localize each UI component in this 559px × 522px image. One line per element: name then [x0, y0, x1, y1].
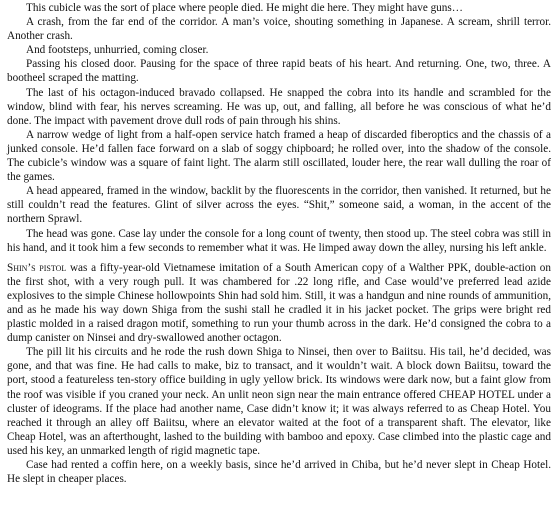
paragraph: The head was gone. Case lay under the console for a long count of twenty, then stood up. The steel cobra was still in his hand, and it took him a few seconds to remember what it was. He limped away down the alley, nursing his left ankle.: [7, 227, 551, 254]
paragraph: The last of his octagon-induced bravado collapsed. He snapped the cobra into its handle and scrambled for the window, blind with fear, his nerves screaming. He was up, out, and falling, all before he was conscious of what he’d done. The impact with pavement drove dull rods of pain through his shins.: [7, 86, 551, 127]
paragraph: This cubicle was the sort of place where people died. He might die here. They might have guns…: [26, 2, 463, 14]
section-lead-rest: was a fifty-year-old Vietnamese imitation of a South American copy of a Walther PPK, double-action on the first shot, with a very rough pull. It was chambered for .22 long rifle, and Case would’ve preferred lead azide explosives to the simple Chinese hollowpoints Shin had sold him. Still, it was a handgun and nine rounds of ammunition, and as he made his way down Shiga from the sushi stall he cradled it in his jacket pocket. The grips were bright red plastic molded in a raised dragon motif, something to run your thumb across in the dark. He’d consigned the cobra to a dump canister on Ninsei and dry-swallowed another octagon.: [7, 261, 551, 345]
paragraph: Passing his closed door. Pausing for the space of three rapid beats of his heart. And returning. One, two, three. A bootheel scraped the matting.: [7, 58, 551, 85]
section-lead-words: Shin’s pistol: [7, 261, 67, 274]
paragraph: A crash, from the far end of the corridor. A man’s voice, shouting something in Japanese. A scream, shrill terror. Another crash.: [7, 16, 551, 43]
paragraph: A narrow wedge of light from a half-open service hatch framed a heap of discarded fiberoptics and the chassis of a junked console. He’d fallen face forward on a slab of soggy chipboard; he rolled over, into the shadow of the console. The cubicle’s window was a square of faint light. The alarm still oscillated, louder here, the rear wall dulling the roar of the games.: [7, 128, 551, 184]
paragraph: A head appeared, framed in the window, backlit by the fluorescents in the corridor, then vanished. It returned, but he still couldn’t read the features. Glint of silver across the eyes. “Shit,” someone said, a woman, in the accent of the northern Sprawl.: [7, 185, 551, 226]
paragraph: Case had rented a coffin here, on a weekly basis, since he’d arrived in Chiba, but he’d never slept in Cheap Hotel. He slept in cheaper places.: [7, 459, 551, 486]
section-opening-paragraph: [7, 261, 551, 346]
paragraph: The pill lit his circuits and he rode the rush down Shiga to Ninsei, then over to Baiitsu. His tail, he’d decided, was gone, and that was fine. He had calls to make, biz to transact, and it wouldn’t wait. A block down Baiitsu, toward the port, stood a featureless ten-story office building in ugly yellow brick. Its windows were dark now, but a faint glow from the roof was visible if you craned your neck. An unlit neon sign near the main entrance offered CHEAP HOTEL under a cluster of ideograms. If the place had another name, Case didn’t know it; it was always referred to as Cheap Hotel. You reached it through an alley off Baiitsu, where an elevator waited at the foot of a transparent shaft. The elevator, like Cheap Hotel, was an afterthought, lashed to the building with bamboo and epoxy. Case climbed into the plastic cage and used his key, an unmarked length of rigid magnetic tape.: [7, 346, 551, 457]
paragraph: And footsteps, unhurried, coming closer.: [26, 44, 209, 57]
